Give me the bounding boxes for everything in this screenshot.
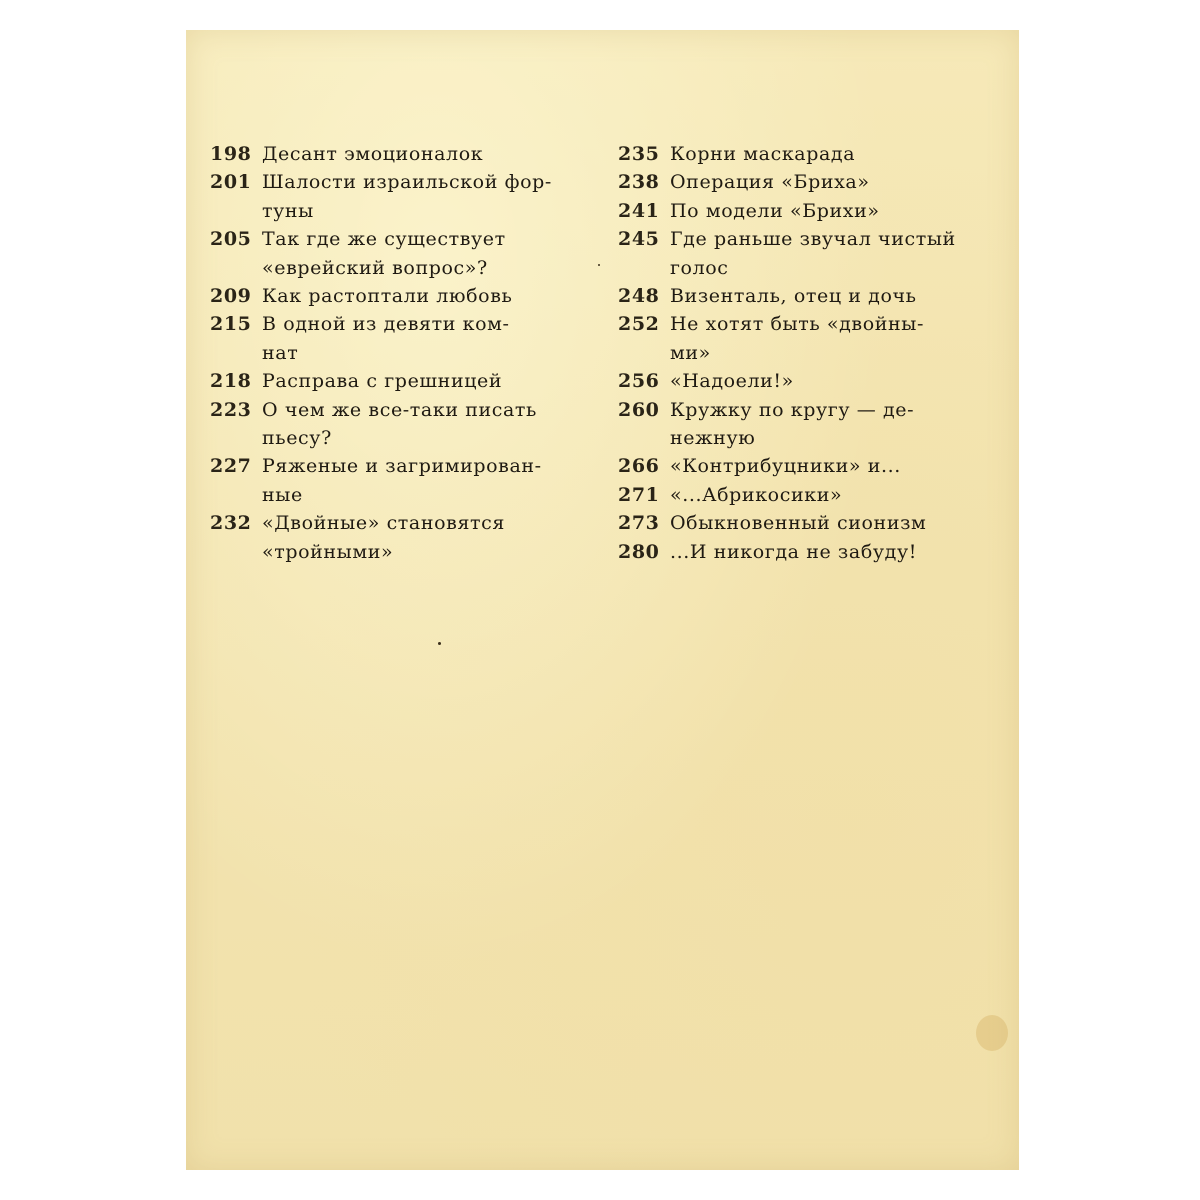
toc-entry	[618, 225, 973, 282]
toc-title-line: Так где же существует	[262, 228, 506, 251]
toc-page-number: 218	[210, 370, 252, 393]
toc-entry-title	[670, 282, 973, 310]
toc-title-line: «еврейский вопрос»?	[262, 256, 488, 279]
toc-entry	[210, 367, 560, 395]
toc-title-line: «тройными»	[262, 540, 394, 563]
toc-entry-title	[262, 140, 560, 168]
toc-title-line: Не хотят быть «двойны-	[670, 313, 925, 336]
toc-title-line: «Контрибуцники» и...	[670, 455, 901, 478]
toc-entry-title	[670, 452, 973, 480]
toc-entry	[618, 282, 973, 310]
toc-page-number: 252	[618, 313, 660, 336]
toc-page-number: 266	[618, 455, 660, 478]
toc-page-number: 205	[210, 228, 252, 251]
toc-title-line: Где раньше звучал чистый	[670, 228, 956, 251]
toc-entry	[210, 225, 560, 282]
toc-entry	[618, 481, 973, 509]
toc-title-line: Расправа с грешницей	[262, 370, 503, 393]
toc-title-line: ...И никогда не забуду!	[670, 540, 917, 563]
toc-title-line: Ряженые и загримирован-	[262, 455, 542, 478]
toc-entry-title	[262, 396, 560, 453]
toc-entry	[210, 282, 560, 310]
toc-entry-title	[262, 367, 560, 395]
ink-speck	[438, 642, 441, 645]
toc-entry-title	[262, 282, 560, 310]
toc-page-number: 232	[210, 512, 252, 535]
toc-entry-title	[262, 168, 560, 225]
toc-entry	[210, 396, 560, 453]
toc-title-line: Кружку по кругу — де-	[670, 398, 915, 421]
toc-entry	[618, 140, 973, 168]
toc-entry	[618, 396, 973, 453]
toc-title-line: О чем же все-таки писать	[262, 398, 537, 421]
toc-entry	[618, 509, 973, 537]
toc-entry	[210, 452, 560, 509]
toc-title-line: нат	[262, 341, 299, 364]
toc-entry-title	[670, 225, 973, 282]
toc-page-number: 241	[618, 199, 660, 222]
toc-entry-title	[670, 197, 973, 225]
toc-title-line: Визенталь, отец и дочь	[670, 285, 917, 308]
toc-title-line: пьесу?	[262, 427, 332, 450]
toc-entry-title	[670, 509, 973, 537]
toc-page-number: 227	[210, 455, 252, 478]
toc-entry-title	[670, 140, 973, 168]
toc-title-line: Обыкновенный сионизм	[670, 512, 927, 535]
toc-title-line: туны	[262, 199, 314, 222]
toc-entry-title	[262, 509, 560, 566]
toc-title-line: «Надоели!»	[670, 370, 794, 393]
toc-entry-title	[262, 225, 560, 282]
toc-left-column	[210, 140, 560, 566]
paper-stain	[976, 1015, 1008, 1051]
toc-title-line: ми»	[670, 341, 711, 364]
toc-title-line: В одной из девяти ком-	[262, 313, 510, 336]
toc-entry-title	[670, 310, 973, 367]
printer-mark	[190, 1115, 198, 1163]
toc-title-line: Как растоптали любовь	[262, 285, 513, 308]
toc-entry-title	[670, 481, 973, 509]
toc-page-number: 273	[618, 512, 660, 535]
toc-title-line: По модели «Брихи»	[670, 199, 880, 222]
toc-page-number: 280	[618, 540, 660, 563]
toc-entry	[618, 367, 973, 395]
toc-entry-title	[670, 168, 973, 196]
toc-entry	[210, 168, 560, 225]
toc-title-line: «Двойные» становятся	[262, 512, 505, 535]
toc-page-number: 248	[618, 285, 660, 308]
toc-title-line: Корни маскарада	[670, 143, 856, 165]
toc-title-line: голос	[670, 256, 729, 279]
toc-title-line: «...Абрикосики»	[670, 483, 843, 506]
toc-entry-title	[262, 310, 560, 367]
toc-page-number: 271	[618, 483, 660, 506]
toc-entry	[618, 538, 973, 566]
book-page	[186, 30, 1019, 1170]
toc-page-number: 215	[210, 313, 252, 336]
toc-entry	[210, 140, 560, 168]
toc-entry	[618, 168, 973, 196]
toc-page-number: 201	[210, 171, 252, 194]
toc-title-line: ные	[262, 483, 303, 506]
toc-page-number: 209	[210, 285, 252, 308]
toc-page-number: 238	[618, 171, 660, 194]
toc-title-line: Десант эмоционалок	[262, 143, 484, 165]
toc-entry	[210, 310, 560, 367]
toc-title-line: Шалости израильской фор-	[262, 171, 552, 194]
toc-entry-title	[670, 396, 973, 453]
toc-entry	[618, 452, 973, 480]
toc-right-column	[618, 140, 973, 566]
toc-entry-title	[670, 367, 973, 395]
toc-entry	[618, 197, 973, 225]
toc-entry-title	[670, 538, 973, 566]
toc-page-number: 223	[210, 398, 252, 421]
toc-entry	[210, 509, 560, 566]
toc-page-number: 198	[210, 143, 252, 165]
toc-entry	[618, 310, 973, 367]
ink-speck	[598, 264, 600, 266]
toc-entry-title	[262, 452, 560, 509]
toc-title-line: Операция «Бриха»	[670, 171, 870, 194]
toc-page-number: 260	[618, 398, 660, 421]
toc-page-number: 245	[618, 228, 660, 251]
toc-page-number: 235	[618, 143, 660, 165]
toc-title-line: нежную	[670, 427, 756, 450]
toc-page-number: 256	[618, 370, 660, 393]
